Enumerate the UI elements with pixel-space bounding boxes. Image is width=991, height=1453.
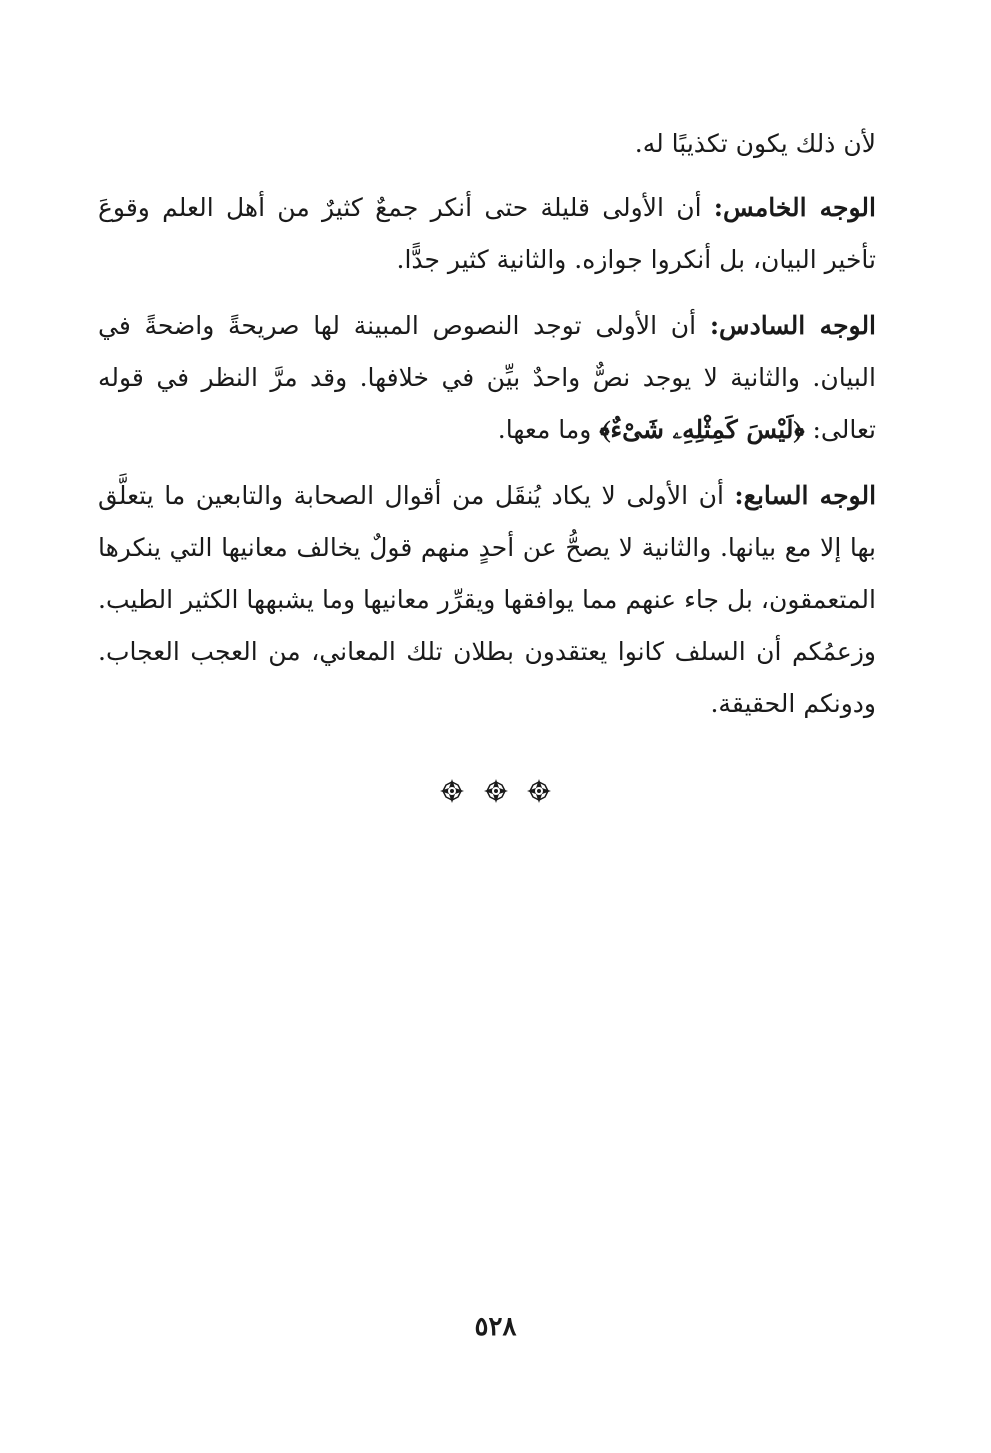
paragraph-fifth-aspect [98, 182, 876, 286]
section-end-ornaments [0, 778, 991, 804]
rosette-ornament-icon [439, 778, 465, 804]
intro-line: لأن ذلك يكون تكذيبًا له. [634, 129, 876, 158]
paragraph-heading: الوجه الخامس: [713, 193, 876, 222]
paragraph-text: أن الأولى قليلة حتى أنكر جمعٌ كثيرٌ من أهل العلم وقوعَ تأخير البيان، بل أنكروا جوازه. والثانية كثير جدًّا. [98, 193, 876, 274]
rosette-ornament-icon [483, 778, 509, 804]
page-body [98, 118, 876, 744]
page-number: ٥٢٨ [474, 1312, 517, 1342]
quran-verse: ﴿لَيْسَ كَمِثْلِهِۦ شَىْءٌ﴾ [599, 415, 805, 444]
paragraph-text: أن الأولى توجد النصوص المبينة لها صريحةً واضحةً في البيان. والثانية لا يوجد نصٌّ واحدٌ بيِّن في خلافها. وقد مرَّ النظر في قوله تعالى: [98, 311, 876, 444]
paragraph-heading: الوجه السابع: [734, 481, 877, 510]
paragraph-tail: وما معها. [497, 415, 600, 444]
paragraph-sixth-aspect [98, 300, 876, 456]
rosette-ornament-icon [526, 778, 552, 804]
paragraph-heading: الوجه السادس: [709, 311, 877, 340]
paragraph-text: أن الأولى لا يكاد يُنقَل من أقوال الصحابة والتابعين ما يتعلَّق بها إلا مع بيانها. والثانية لا يصحُّ عن أحدٍ منهم قولٌ يخالف معانيها التي ينكرها المتعمقون، بل جاء عنهم مما يوافقها ويقرِّر معانيها وما يشبهها الكثير الطيب. وزعمُكم أن السلف كانوا يعتقدون بطلان تلك المعاني، من العجب العجاب. ودونكم الحقيقة. [98, 481, 876, 718]
paragraph-seventh-aspect [98, 470, 876, 730]
